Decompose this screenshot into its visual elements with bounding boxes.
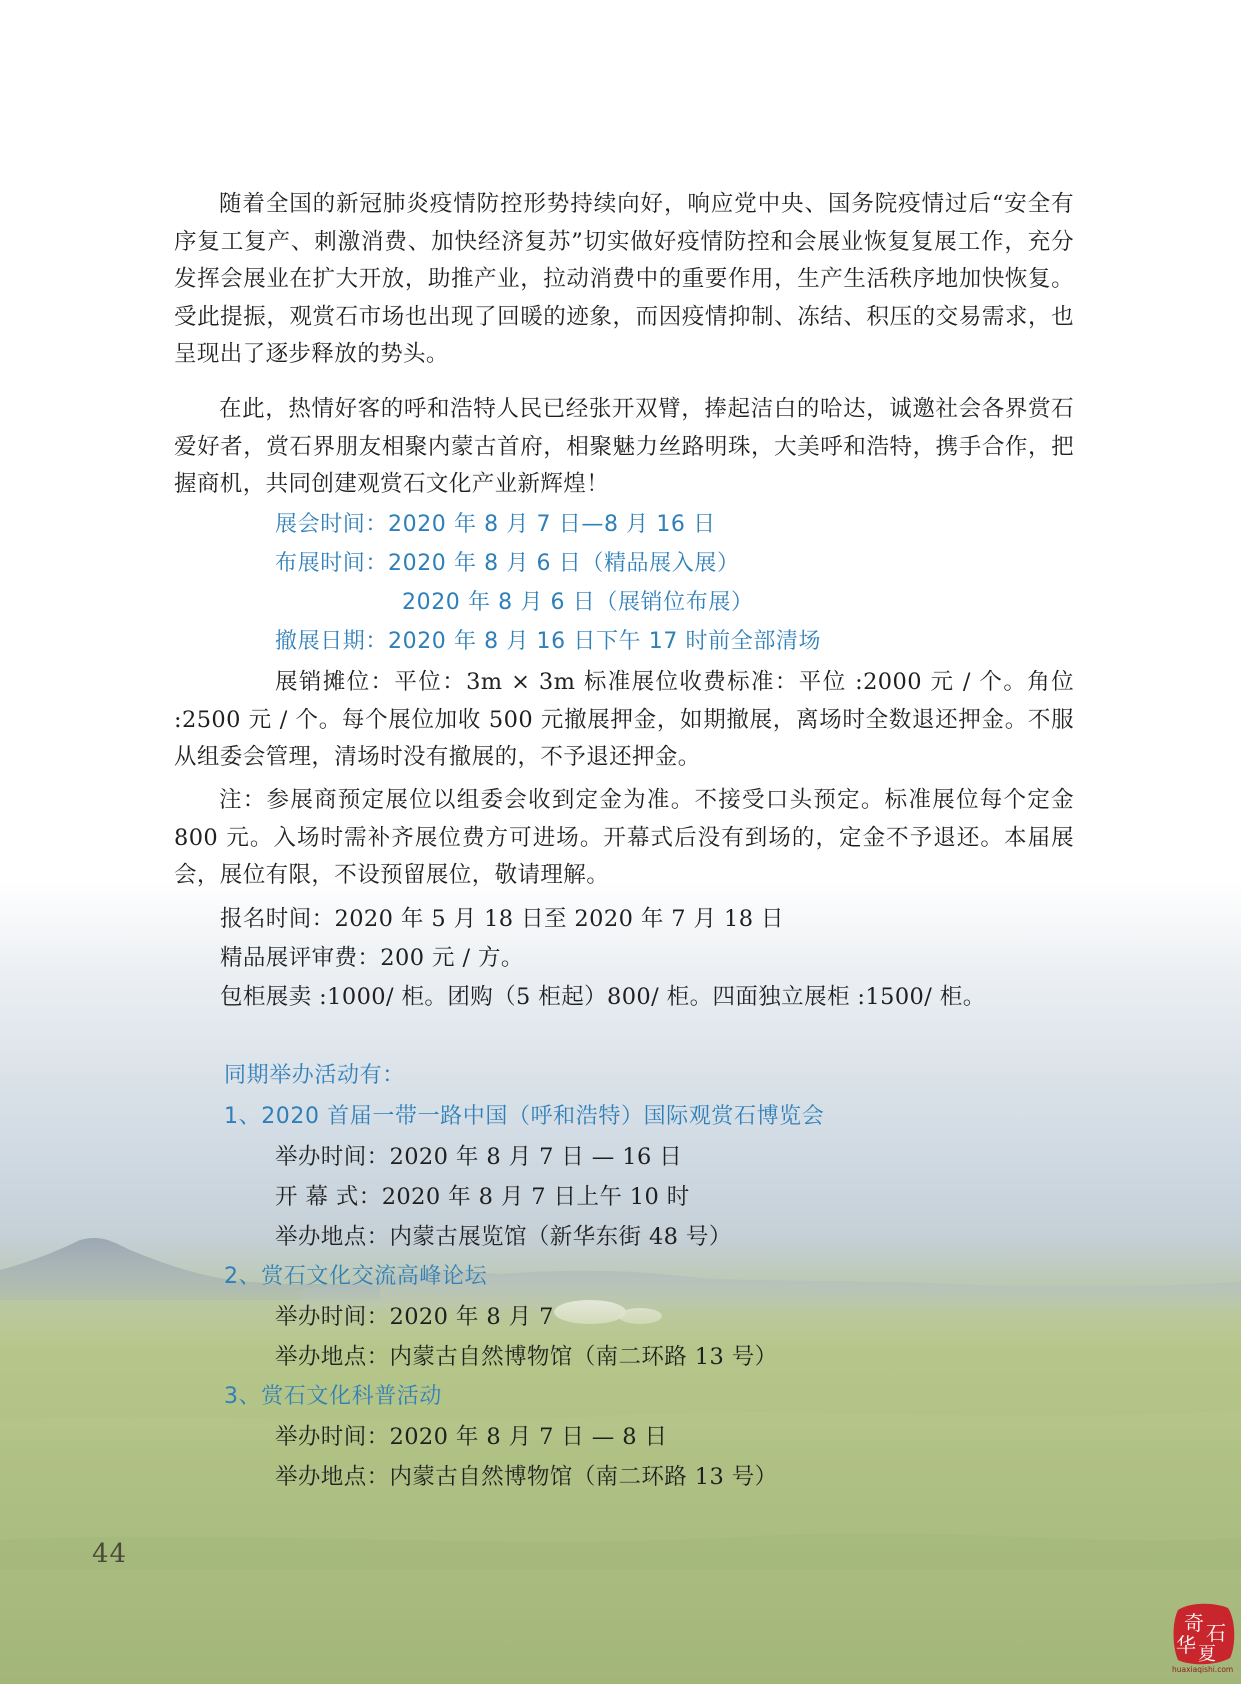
- huaxia-qishi-seal-logo: [1170, 1600, 1238, 1674]
- svg-text:夏: 夏: [1198, 1644, 1216, 1665]
- svg-text:华: 华: [1176, 1633, 1196, 1657]
- activity-1-place: 举办地点：内蒙古展览馆（新华东街 48 号）: [275, 1224, 732, 1250]
- activities-heading: 同期举办活动有：: [224, 1063, 405, 1088]
- invitation-paragraph: 在此，热情好客的呼和浩特人民已经张开双臂，捧起洁白的哈达，诚邀社会各界赏石爱好者，赏石界朋友相聚内蒙古首府，相聚魅力丝路明珠，大美呼和浩特，携手合作，把握商机，共同创建观赏石文化产业新辉煌！: [174, 396, 1074, 497]
- activity-2-title: 2、赏石文化交流高峰论坛: [224, 1264, 488, 1289]
- activity-1-time: 举办时间：2020 年 8 月 7 日 — 16 日: [275, 1144, 683, 1170]
- svg-text:huaxiaqishi.com: huaxiaqishi.com: [1172, 1665, 1234, 1674]
- setup-time-2: 2020 年 8 月 6 日（展销位布展）: [402, 590, 754, 615]
- teardown-date: 撤展日期：2020 年 8 月 16 日下午 17 时前全部清场: [275, 629, 822, 654]
- cabinet-fees: 包柜展卖 :1000/ 柜。团购（5 柜起）800/ 柜。四面独立展柜 :1500/ 柜。: [220, 984, 986, 1010]
- activity-1-title: 1、2020 首届一带一路中国（呼和浩特）国际观赏石博览会: [224, 1104, 825, 1129]
- setup-time-1: 布展时间：2020 年 8 月 6 日（精品展入展）: [275, 551, 740, 576]
- activity-3-time: 举办时间：2020 年 8 月 7 日 — 8 日: [275, 1424, 668, 1450]
- activity-3-title: 3、赏石文化科普活动: [224, 1384, 442, 1409]
- page-number: 44: [92, 1539, 128, 1569]
- activity-1-opening: 开 幕 式：2020 年 8 月 7 日上午 10 时: [275, 1184, 690, 1210]
- registration-time: 报名时间：2020 年 5 月 18 日至 2020 年 7 月 18 日: [220, 906, 784, 932]
- notice-paragraph: 注：参展商预定展位以组委会收到定金为准。不接受口头预定。标准展位每个定金 800 元。入场时需补齐展位费方可进场。开幕式后没有到场的，定金不予退还。本届展会，展位有限，不设预留展位，敬请理解。: [174, 787, 1074, 888]
- activity-3-place: 举办地点：内蒙古自然博物馆（南二环路 13 号）: [275, 1464, 778, 1490]
- review-fee: 精品展评审费：200 元 / 方。: [220, 945, 524, 971]
- svg-text:奇: 奇: [1184, 1611, 1204, 1635]
- exhibition-time: 展会时间：2020 年 8 月 7 日—8 月 16 日: [275, 512, 716, 537]
- svg-text:石: 石: [1206, 1621, 1226, 1645]
- booth-fees-paragraph: 展销摊位：平位：3m × 3m 标准展位收费标准：平位 :2000 元 / 个。角位 :2500 元 / 个。每个展位加收 500 元撤展押金，如期撤展，离场时全数退还押金。不服从组委会管理，清场时没有撤展的，不予退还押金。: [174, 669, 1074, 770]
- activity-2-place: 举办地点：内蒙古自然博物馆（南二环路 13 号）: [275, 1344, 778, 1370]
- activity-2-time: 举办时间：2020 年 8 月 7: [275, 1304, 554, 1330]
- intro-paragraph: 随着全国的新冠肺炎疫情防控形势持续向好，响应党中央、国务院疫情过后“安全有序复工复产、刺激消费、加快经济复苏”切实做好疫情防控和会展业恢复复展工作，充分发挥会展业在扩大开放，助推产业，拉动消费中的重要作用，生产生活秩序地加快恢复。受此提振，观赏石市场也出现了回暖的迹象，而因疫情抑制、冻结、积压的交易需求，也呈现出了逐步释放的势头。: [174, 191, 1074, 367]
